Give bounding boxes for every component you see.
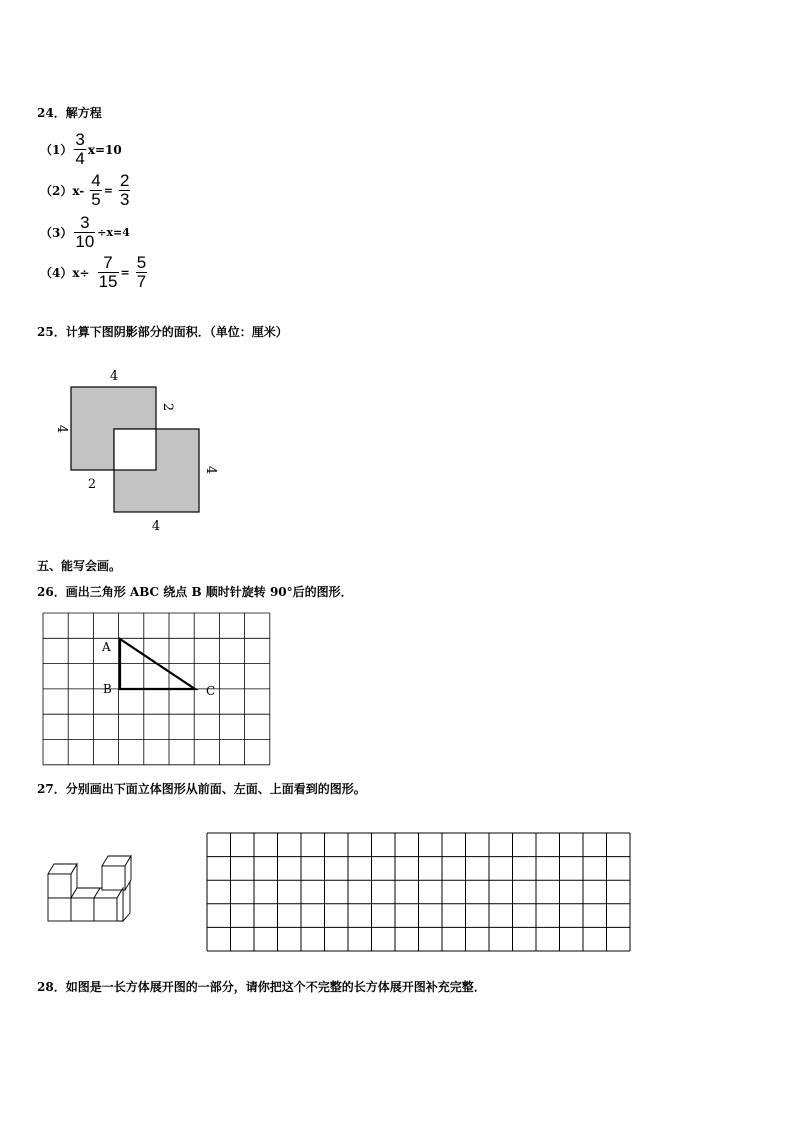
triangle-abc: [120, 639, 195, 689]
equation-1-rest: x=10: [87, 142, 122, 157]
fraction-numerator: 5: [136, 253, 147, 272]
cube-front-face: [102, 866, 125, 890]
equation-4-fraction-a: [98, 254, 119, 291]
overlap-white-square: [114, 429, 156, 470]
fraction-numerator: 3: [80, 213, 90, 232]
cube-solid-figure: [44, 852, 136, 924]
q24-title: 24．解方程: [37, 106, 102, 120]
equation-4: [40, 254, 149, 291]
cube-front-face: [71, 898, 94, 921]
fraction-numerator: 4: [91, 171, 101, 190]
equation-3-label: （3）: [40, 226, 73, 240]
fraction-denominator: 10: [75, 232, 95, 251]
fraction-denominator: 5: [91, 190, 101, 209]
shaded-squares-figure: [40, 360, 240, 540]
equation-2: [40, 172, 132, 209]
label-right-small: 2: [160, 402, 175, 412]
q26-title: 26．画出三角形 ABC 绕点 B 顺时针旋转 90°后的图形．: [37, 585, 353, 599]
triangle-grid: [40, 610, 276, 770]
equation-1-label: （1）: [40, 143, 73, 157]
grid-lines: [207, 833, 630, 951]
fraction-numerator: 2: [119, 171, 130, 190]
equation-1-fraction: [74, 131, 85, 168]
label-left: 4: [54, 424, 69, 434]
label-bottom-left: 2: [87, 477, 97, 492]
q25-title: 25．计算下图阴影部分的面积．（单位：厘米）: [37, 325, 288, 339]
cube-front-face: [94, 898, 117, 921]
equation-3: [40, 214, 130, 251]
fraction-denominator: 15: [98, 272, 118, 291]
section-five-title: 五、能写会画。: [37, 559, 122, 573]
equation-3-rest: ÷x=4: [97, 226, 130, 239]
fraction-denominator: 3: [119, 190, 130, 209]
equation-2-equals: =: [103, 184, 113, 197]
equation-2-fraction-a: [90, 172, 101, 209]
equation-2-pre: x-: [72, 183, 85, 198]
equation-2-label: （2）: [40, 184, 73, 198]
cubes: [48, 856, 131, 921]
label-bottom: 4: [151, 519, 161, 534]
label-top: 4: [109, 369, 119, 384]
cube-front-face: [48, 898, 71, 921]
point-a-label: A: [102, 640, 111, 654]
point-c-label: C: [206, 684, 216, 698]
fraction-numerator: 3: [75, 130, 85, 149]
label-right-big: 4: [203, 465, 218, 475]
equation-2-fraction-b: [119, 172, 130, 209]
equation-4-equals: =: [120, 266, 130, 279]
fraction-denominator: 7: [136, 272, 147, 291]
fraction-numerator: 7: [103, 253, 113, 272]
equation-4-fraction-b: [136, 254, 147, 291]
views-drawing-grid: [206, 832, 634, 954]
cube-front-face: [48, 874, 71, 898]
q28-title: 28．如图是一长方体展开图的一部分，请你把这个不完整的长方体展开图补充完整．: [37, 980, 486, 994]
fraction-denominator: 4: [75, 149, 85, 168]
equation-1: [40, 131, 122, 168]
equation-4-pre: x÷: [72, 265, 90, 280]
q27-title: 27．分别画出下面立体图形从前面、左面、上面看到的图形。: [37, 782, 366, 796]
point-b-label: B: [103, 682, 112, 696]
equation-4-label: （4）: [40, 266, 73, 280]
equation-3-fraction: [74, 214, 95, 251]
